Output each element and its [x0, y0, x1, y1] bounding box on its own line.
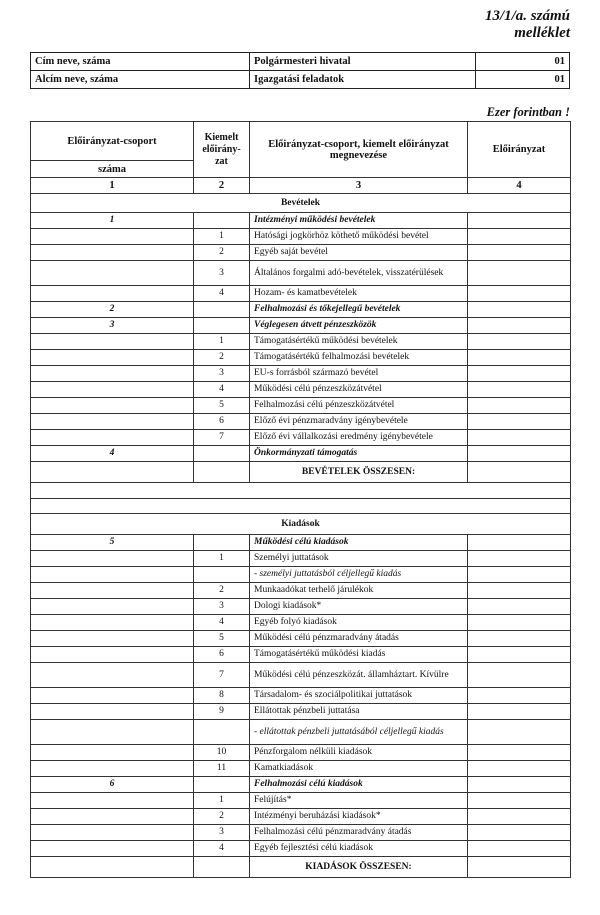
table-row	[31, 745, 571, 761]
col-header-szama: száma	[31, 161, 194, 178]
table-row	[31, 663, 571, 688]
header-row	[31, 71, 570, 89]
name-cell: - személyi juttatásból céljellegű kiadás	[250, 567, 468, 583]
kiemelt-cell	[194, 302, 250, 318]
name-cell: Munkaadókat terhelő járulékok	[250, 583, 468, 599]
group-cell	[31, 551, 194, 567]
amount-cell	[468, 551, 571, 567]
name-cell: EU-s forrásból származó bevétel	[250, 366, 468, 382]
name-cell: Dologi kiadások*	[250, 599, 468, 615]
amount-cell	[468, 841, 571, 857]
name-cell: Pénzforgalom nélküli kiadások	[250, 745, 468, 761]
amount-cell	[468, 366, 571, 382]
table-row	[31, 647, 571, 663]
table-row	[31, 551, 571, 567]
amount-cell	[468, 446, 571, 462]
name-cell: KIADÁSOK ÖSSZESEN:	[250, 857, 468, 878]
group-cell	[31, 350, 194, 366]
amount-cell	[468, 857, 571, 878]
blank-row	[31, 499, 571, 514]
amount-cell	[468, 720, 571, 745]
col-number: 1	[31, 178, 194, 194]
blank-cell	[31, 483, 571, 499]
name-cell: Egyéb fejlesztési célú kiadások	[250, 841, 468, 857]
group-cell	[31, 414, 194, 430]
blank-cell	[31, 499, 571, 514]
kiemelt-cell: 3	[194, 366, 250, 382]
table-row	[31, 615, 571, 631]
table-row	[31, 631, 571, 647]
kiemelt-cell	[194, 462, 250, 483]
col-header-group: Előirányzat-csoport	[31, 122, 194, 161]
group-cell	[31, 704, 194, 720]
group-cell	[31, 583, 194, 599]
name-cell: Önkormányzati támogatás	[250, 446, 468, 462]
amount-cell	[468, 286, 571, 302]
name-cell: Hatósági jogkörhöz köthető működési bevétel	[250, 229, 468, 245]
kiemelt-cell	[194, 777, 250, 793]
col-number: 2	[194, 178, 250, 194]
header-name: Polgármesteri hivatal	[250, 53, 476, 71]
kiemelt-cell: 3	[194, 825, 250, 841]
table-row	[31, 841, 571, 857]
amount-cell	[468, 302, 571, 318]
group-cell	[31, 245, 194, 261]
section-title-income: Bevételek	[31, 194, 571, 213]
kiemelt-cell: 5	[194, 398, 250, 414]
kiemelt-cell: 2	[194, 245, 250, 261]
header-name: Igazgatási feladatok	[250, 71, 476, 89]
name-cell: Felhalmozási célú pénzeszközátvétel	[250, 398, 468, 414]
amount-cell	[468, 825, 571, 841]
kiemelt-cell	[194, 535, 250, 551]
kiemelt-cell: 4	[194, 615, 250, 631]
col-number: 3	[250, 178, 468, 194]
kiemelt-cell: 4	[194, 382, 250, 398]
kiemelt-cell	[194, 720, 250, 745]
amount-cell	[468, 663, 571, 688]
group-cell	[31, 334, 194, 350]
kiemelt-cell: 4	[194, 841, 250, 857]
col-header-kiemelt: Kiemelt előirány-zat	[194, 122, 250, 178]
table-row	[31, 777, 571, 793]
kiemelt-cell: 8	[194, 688, 250, 704]
table-row	[31, 398, 571, 414]
group-cell	[31, 793, 194, 809]
name-cell: Véglegesen átvett pénzeszközök	[250, 318, 468, 334]
group-cell: 1	[31, 213, 194, 229]
amount-cell	[468, 583, 571, 599]
name-cell: Működési célú pénzeszközátvétel	[250, 382, 468, 398]
kiemelt-cell: 6	[194, 647, 250, 663]
blank-row	[31, 483, 571, 499]
group-cell	[31, 366, 194, 382]
section-row	[31, 194, 571, 213]
kiemelt-cell: 1	[194, 551, 250, 567]
header-label: Alcím neve, száma	[31, 71, 250, 89]
amount-cell	[468, 761, 571, 777]
name-cell: Működési célú kiadások	[250, 535, 468, 551]
table-row	[31, 567, 571, 583]
name-cell: Felhalmozási célú pénzmaradvány átadás	[250, 825, 468, 841]
name-cell: Intézményi működési bevételek	[250, 213, 468, 229]
table-row	[31, 809, 571, 825]
name-cell: Felújítás*	[250, 793, 468, 809]
group-cell: 3	[31, 318, 194, 334]
name-cell: Általános forgalmi adó-bevételek, visszatérülések	[250, 261, 468, 286]
name-cell: Ellátottak pénzbeli juttatása	[250, 704, 468, 720]
table-row	[31, 334, 571, 350]
amount-cell	[468, 688, 571, 704]
table-row	[31, 857, 571, 878]
group-cell	[31, 841, 194, 857]
budget-table	[30, 121, 571, 878]
header-table	[30, 52, 570, 89]
name-cell: Támogatásértékű működési kiadás	[250, 647, 468, 663]
table-row	[31, 430, 571, 446]
kiemelt-cell: 7	[194, 663, 250, 688]
group-cell	[31, 857, 194, 878]
name-cell: Hozam- és kamatbevételek	[250, 286, 468, 302]
table-row	[31, 286, 571, 302]
header-label: Cím neve, száma	[31, 53, 250, 71]
group-cell	[31, 229, 194, 245]
table-row	[31, 446, 571, 462]
name-cell: Támogatásértékű felhalmozási bevételek	[250, 350, 468, 366]
table-row	[31, 213, 571, 229]
name-cell: - ellátottak pénzbeli juttatásából céljellegű kiadás	[250, 720, 468, 745]
kiemelt-cell: 2	[194, 809, 250, 825]
column-number-row	[31, 178, 571, 194]
kiemelt-cell	[194, 446, 250, 462]
group-cell	[31, 567, 194, 583]
table-row	[31, 793, 571, 809]
kiemelt-cell: 5	[194, 631, 250, 647]
amount-cell	[468, 245, 571, 261]
col-number: 4	[468, 178, 571, 194]
table-row	[31, 761, 571, 777]
table-row	[31, 382, 571, 398]
name-cell: Támogatásértékű működési bevételek	[250, 334, 468, 350]
name-cell: Előző évi vállalkozási eredmény igénybevétele	[250, 430, 468, 446]
table-row	[31, 599, 571, 615]
amount-cell	[468, 334, 571, 350]
group-cell	[31, 809, 194, 825]
header-code: 01	[476, 71, 570, 89]
amount-cell	[468, 809, 571, 825]
group-cell	[31, 688, 194, 704]
group-cell: 5	[31, 535, 194, 551]
amount-cell	[468, 261, 571, 286]
group-cell	[31, 761, 194, 777]
group-cell: 6	[31, 777, 194, 793]
table-row	[31, 302, 571, 318]
group-cell	[31, 720, 194, 745]
name-cell: Felhalmozási és tőkejellegű bevételek	[250, 302, 468, 318]
column-header-row	[31, 122, 571, 161]
table-row	[31, 414, 571, 430]
name-cell: BEVÉTELEK ÖSSZESEN:	[250, 462, 468, 483]
name-cell: Kamatkiadások	[250, 761, 468, 777]
unit-label: Ezer forintban !	[486, 105, 570, 119]
group-cell	[31, 261, 194, 286]
group-cell	[31, 745, 194, 761]
kiemelt-cell: 3	[194, 261, 250, 286]
amount-cell	[468, 567, 571, 583]
table-row	[31, 245, 571, 261]
table-row	[31, 688, 571, 704]
group-cell	[31, 382, 194, 398]
amount-cell	[468, 777, 571, 793]
group-cell: 2	[31, 302, 194, 318]
kiemelt-cell: 4	[194, 286, 250, 302]
group-cell	[31, 286, 194, 302]
group-cell	[31, 615, 194, 631]
group-cell	[31, 430, 194, 446]
document-title	[485, 8, 570, 42]
kiemelt-cell	[194, 567, 250, 583]
kiemelt-cell	[194, 857, 250, 878]
amount-cell	[468, 213, 571, 229]
group-cell	[31, 663, 194, 688]
name-cell: Társadalom- és szociálpolitikai juttatások	[250, 688, 468, 704]
title-line-2: melléklet	[514, 25, 570, 41]
header-code: 01	[476, 53, 570, 71]
amount-cell	[468, 615, 571, 631]
kiemelt-cell: 11	[194, 761, 250, 777]
kiemelt-cell: 1	[194, 229, 250, 245]
table-row	[31, 366, 571, 382]
group-cell	[31, 825, 194, 841]
amount-cell	[468, 462, 571, 483]
col-header-name: Előirányzat-csoport, kiemelt előirányzat megnevezése	[250, 122, 468, 178]
table-row	[31, 825, 571, 841]
section-row	[31, 514, 571, 535]
name-cell: Működési célú pénzmaradvány átadás	[250, 631, 468, 647]
amount-cell	[468, 229, 571, 245]
kiemelt-cell: 7	[194, 430, 250, 446]
table-row	[31, 583, 571, 599]
name-cell: Előző évi pénzmaradvány igénybevétele	[250, 414, 468, 430]
group-cell	[31, 398, 194, 414]
title-line-1: 13/1/a. számú	[484, 8, 570, 24]
section-title-expense: Kiadások	[31, 514, 571, 535]
amount-cell	[468, 793, 571, 809]
table-row	[31, 350, 571, 366]
kiemelt-cell: 1	[194, 793, 250, 809]
name-cell: Felhalmozási célú kiadások	[250, 777, 468, 793]
name-cell: Intézményi beruházási kiadások*	[250, 809, 468, 825]
kiemelt-cell: 3	[194, 599, 250, 615]
amount-cell	[468, 398, 571, 414]
group-cell	[31, 631, 194, 647]
amount-cell	[468, 704, 571, 720]
amount-cell	[468, 430, 571, 446]
amount-cell	[468, 318, 571, 334]
amount-cell	[468, 631, 571, 647]
table-row	[31, 535, 571, 551]
kiemelt-cell	[194, 318, 250, 334]
kiemelt-cell: 2	[194, 583, 250, 599]
amount-cell	[468, 599, 571, 615]
group-cell	[31, 599, 194, 615]
amount-cell	[468, 382, 571, 398]
name-cell: Egyéb saját bevétel	[250, 245, 468, 261]
table-row	[31, 229, 571, 245]
amount-cell	[468, 535, 571, 551]
name-cell: Működési célú pénzeszközát. államháztart. Kívülre	[250, 663, 468, 688]
amount-cell	[468, 414, 571, 430]
group-cell	[31, 647, 194, 663]
kiemelt-cell: 9	[194, 704, 250, 720]
kiemelt-cell: 10	[194, 745, 250, 761]
table-row	[31, 261, 571, 286]
kiemelt-cell	[194, 213, 250, 229]
col-header-amount: Előirányzat	[468, 122, 571, 178]
header-row	[31, 53, 570, 71]
table-row	[31, 462, 571, 483]
amount-cell	[468, 745, 571, 761]
amount-cell	[468, 350, 571, 366]
group-cell	[31, 462, 194, 483]
kiemelt-cell: 2	[194, 350, 250, 366]
name-cell: Személyi juttatások	[250, 551, 468, 567]
kiemelt-cell: 6	[194, 414, 250, 430]
group-cell: 4	[31, 446, 194, 462]
table-row	[31, 720, 571, 745]
table-row	[31, 318, 571, 334]
kiemelt-cell: 1	[194, 334, 250, 350]
table-row	[31, 704, 571, 720]
name-cell: Egyéb folyó kiadások	[250, 615, 468, 631]
amount-cell	[468, 647, 571, 663]
